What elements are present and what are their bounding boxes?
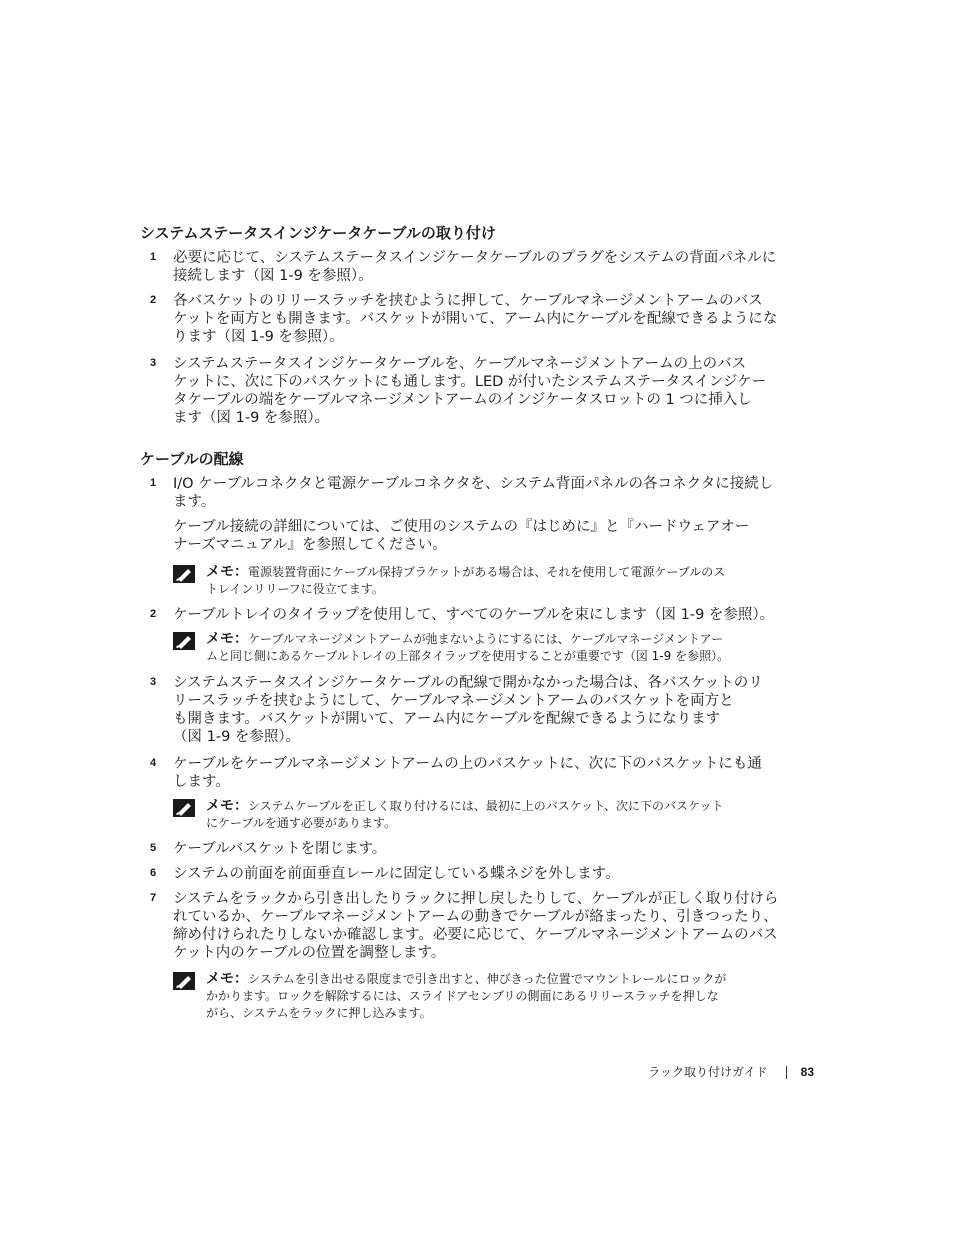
step-text: 必要に応じて、システムステータスインジケータケーブルのプラグをシステムの背面パネルに 接続します（図 1-9 を参照）。 <box>173 250 777 284</box>
note-pencil-icon <box>173 632 195 650</box>
step-text: ケーブルをケーブルマネージメントアームの上のバスケットに、次に下のバスケットにも通 します。 <box>173 756 762 790</box>
step-text: ケーブルバスケットを閉じます。 <box>173 841 387 857</box>
note-text: ケーブルマネージメントアームが弛まないようにするには、ケーブルマネージメントアー ムと同じ側にあるケーブルトレイの上部タイラップを使用することが重要です（図 1-9 を参照）。 <box>206 632 730 663</box>
note-label: メモ： <box>206 798 248 814</box>
list-item <box>150 890 822 962</box>
note <box>173 971 821 1022</box>
step-number: 5 <box>150 842 157 854</box>
step-number: 2 <box>150 608 157 620</box>
list-item <box>150 249 822 285</box>
step-number: 6 <box>150 867 157 879</box>
list-item <box>150 674 822 746</box>
note <box>173 631 821 665</box>
page-number: 83 <box>800 1065 814 1079</box>
note-body <box>206 631 821 665</box>
note-text: 電源装置背面にケーブル保持ブラケットがある場合は、それを使用して電源ケーブルのス トレインリリーフに役立てます。 <box>206 565 726 596</box>
step-number: 7 <box>150 892 157 904</box>
list-item <box>150 606 822 624</box>
list-item <box>150 475 822 511</box>
note-label: メモ： <box>206 971 248 987</box>
step-text: システムをラックから引き出したりラックに押し戻したりして、ケーブルが正しく取り付けら れているか、ケーブルマネージメントアームの動きでケーブルが絡まったり、引きつったり、 締め付けられたりしないか確認します。必要に応じて、ケーブルマネージメントアームのバス ケット内のケーブルの位置を調整します。 <box>173 891 779 961</box>
note-text: システムケーブルを正しく取り付けるには、最初に上のバスケット、次に下のバスケット にケーブルを通す必要があります。 <box>206 799 724 830</box>
note-label: メモ： <box>206 564 248 580</box>
list-item <box>150 755 822 791</box>
list-item <box>150 865 822 883</box>
note-body <box>206 564 821 598</box>
note-pencil-icon <box>173 972 195 990</box>
list-item <box>150 355 822 427</box>
step-number: 4 <box>150 757 157 769</box>
step-text: システムステータスインジケータケーブルを、ケーブルマネージメントアームの上のバス ケットに、次に下のバスケットにも通します。LED が付いたシステムステータスインジケー タケーブルの端をケーブルマネージメントアームのインジケータスロットの 1 つに挿入し ます（図 1-9 を参照）。 <box>173 356 767 426</box>
list-item <box>150 840 822 858</box>
step-text: ケーブルトレイのタイラップを使用して、すべてのケーブルを束にします（図 1-9 を参照）。 <box>173 607 775 623</box>
footer-title: ラック取り付けガイド <box>648 1065 768 1079</box>
list-item <box>150 292 822 346</box>
note <box>173 798 821 832</box>
step-number: 2 <box>150 294 157 306</box>
page-footer <box>560 1063 814 1080</box>
note-pencil-icon <box>173 565 195 583</box>
note-text: システムを引き出せる限度まで引き出すと、伸びきった位置でマウントレールにロックが かかります。ロックを解除するには、スライドアセンブリの側面にあるリリースラッチを押しな がら、システムをラックに押し込みます。 <box>206 972 727 1020</box>
step-number: 3 <box>150 676 157 688</box>
section-heading-status-indicator-cable: システムステータスインジケータケーブルの取り付け <box>140 224 496 242</box>
note-pencil-icon <box>173 799 195 817</box>
step-number: 1 <box>150 477 157 489</box>
note <box>173 564 821 598</box>
note-body <box>206 971 821 1022</box>
step-text: I/O ケーブルコネクタと電源ケーブルコネクタを、システム背面パネルの各コネクタに接続し ます。 <box>173 476 774 510</box>
note-label: メモ： <box>206 631 248 647</box>
step-text: システムステータスインジケータケーブルの配線で開かなかった場合は、各バスケットのリ リースラッチを挟むようにして、ケーブルマネージメントアームのバスケットを両方と も開きます。バスケットが開いて、アーム内にケーブルを配線できるようになります （図 1-9 を参照）。 <box>173 675 763 745</box>
step-text: システムの前面を前面垂直レールに固定している蝶ネジを外します。 <box>173 866 620 882</box>
footer-divider <box>786 1066 787 1079</box>
section-heading-cable-routing: ケーブルの配線 <box>140 450 244 468</box>
step-number: 3 <box>150 357 157 369</box>
step-detail: ケーブル接続の詳細については、ご使用のシステムの『はじめに』と『ハードウェアオー ナーズマニュアル』を参照してください。 <box>173 519 750 553</box>
note-body <box>206 798 821 832</box>
step-text: 各バスケットのリリースラッチを挟むように押して、ケーブルマネージメントアームのバス ケットを両方とも開きます。バスケットが開いて、アーム内にケーブルを配線できるようにな ります（図 1-9 を参照）。 <box>173 293 778 345</box>
step-number: 1 <box>150 251 157 263</box>
